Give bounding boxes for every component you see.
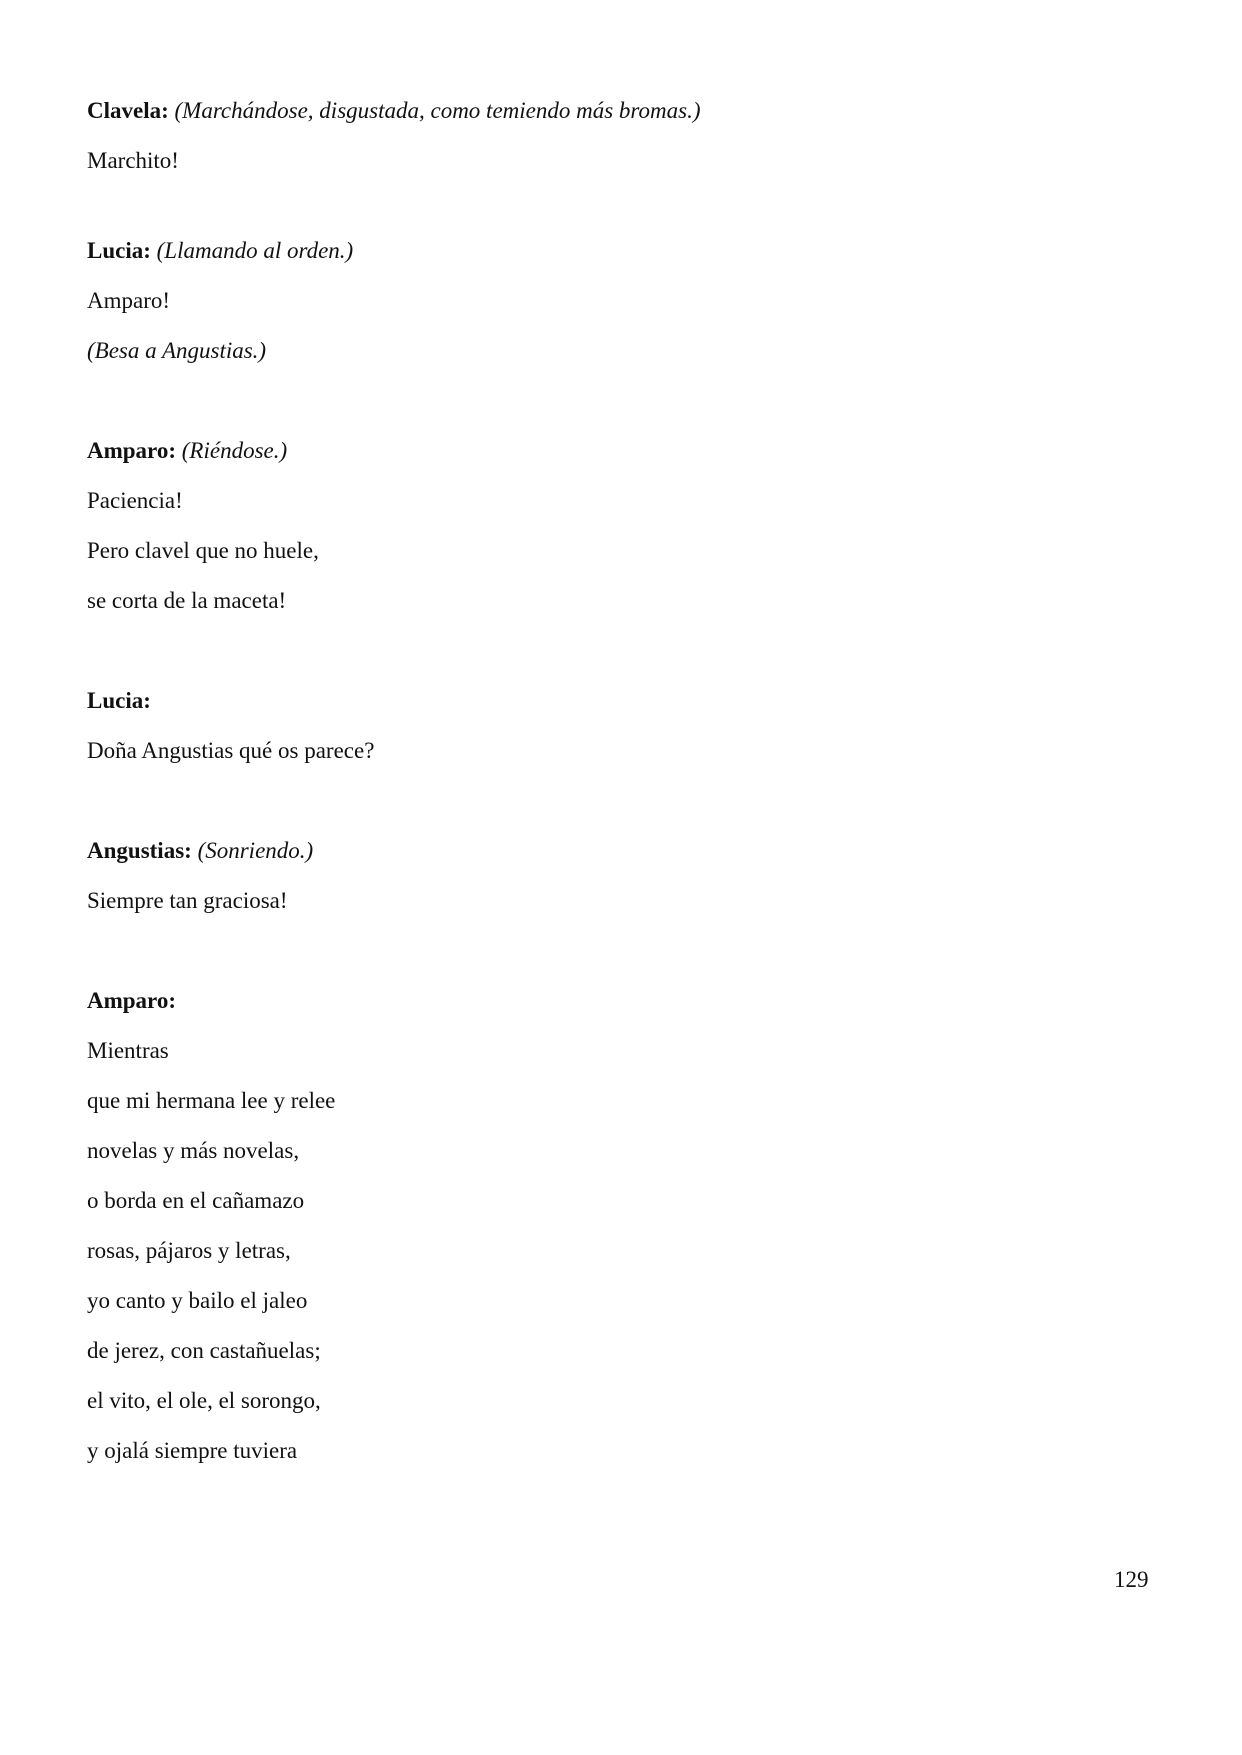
speaker-name: Amparo:: [87, 438, 177, 463]
speaker-line-amparo: [87, 437, 287, 465]
verse-line: Paciencia!: [87, 488, 183, 513]
speaker-name: Clavela:: [87, 98, 169, 123]
speaker-name: Amparo:: [87, 988, 177, 1013]
verse-line: yo canto y bailo el jaleo: [87, 1288, 308, 1313]
verse-line: y ojalá siempre tuviera: [87, 1438, 298, 1463]
stage-direction: (Marchándose, disgustada, como temiendo más bromas.): [174, 98, 701, 123]
verse-line: Mientras: [87, 1038, 169, 1063]
page-number: 129: [1114, 1567, 1149, 1592]
speaker-line-clavela: [87, 97, 700, 125]
verse-line: el vito, el ole, el sorongo,: [87, 1388, 321, 1413]
speaker-name: Lucia:: [87, 688, 151, 713]
speaker-line-amparo: [87, 987, 176, 1015]
verse-line: rosas, pájaros y letras,: [87, 1238, 291, 1263]
stage-direction: (Llamando al orden.): [156, 238, 354, 263]
stage-direction: (Sonriendo.): [197, 838, 314, 863]
verse-line: Amparo!: [87, 288, 171, 313]
verse-line: Siempre tan graciosa!: [87, 888, 288, 913]
verse-line: se corta de la maceta!: [87, 588, 287, 613]
verse-line: novelas y más novelas,: [87, 1138, 300, 1163]
verse-line: Pero clavel que no huele,: [87, 538, 319, 563]
verse-line: que mi hermana lee y relee: [87, 1088, 336, 1113]
speaker-line-lucia: [87, 687, 151, 715]
speaker-name: Angustias:: [87, 838, 192, 863]
stage-direction: (Riéndose.): [181, 438, 288, 463]
speaker-name: Lucia:: [87, 238, 151, 263]
speaker-line-lucia: [87, 237, 353, 265]
verse-line: o borda en el cañamazo: [87, 1188, 305, 1213]
verse-line: Marchito!: [87, 148, 179, 173]
speaker-line-angustias: [87, 837, 313, 865]
verse-line: Doña Angustias qué os parece?: [87, 738, 375, 763]
verse-line: de jerez, con castañuelas;: [87, 1338, 321, 1363]
stage-direction: (Besa a Angustias.): [87, 338, 267, 363]
